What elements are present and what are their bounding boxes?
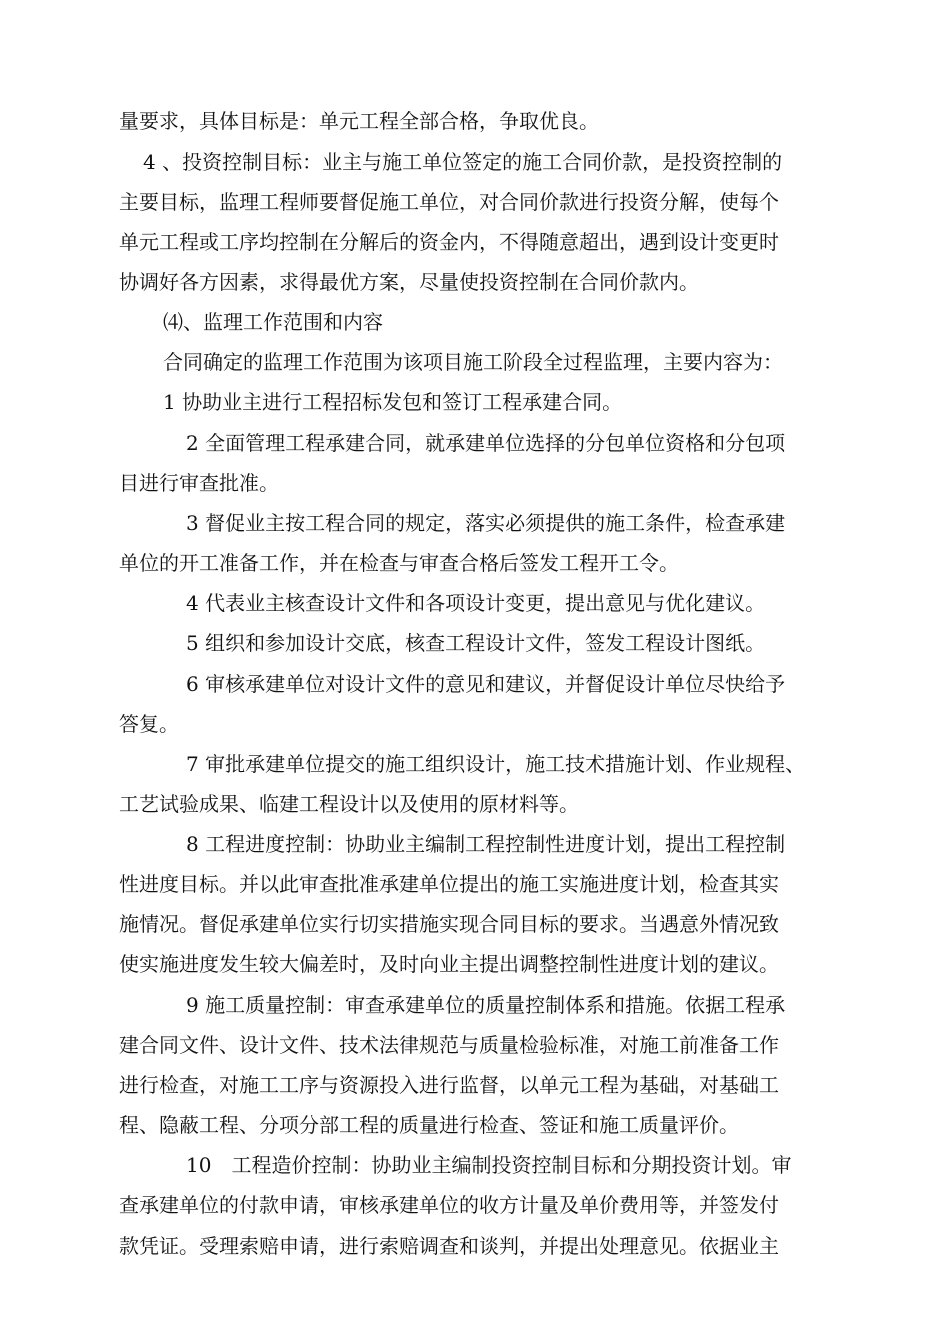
- text-line: 量要求，具体目标是：单元工程全部合格，争取优良。: [119, 109, 599, 133]
- list-item: 7 审批承建单位提交的施工组织设计，施工技术措施计划、作业规程、: [186, 752, 806, 776]
- list-item: 6 审核承建单位对设计文件的意见和建议，并督促设计单位尽快给予: [186, 672, 786, 696]
- list-item: 10 工程造价控制：协助业主编制投资控制目标和分期投资计划。审: [186, 1153, 792, 1177]
- text-line: 性进度目标。并以此审查批准承建单位提出的施工实施进度计划，检查其实: [119, 872, 779, 896]
- text-line: 工艺试验成果、临建工程设计以及使用的原材料等。: [119, 792, 579, 816]
- text-line: 建合同文件、设计文件、技术法律规范与质量检验标准，对施工前准备工作: [119, 1033, 779, 1057]
- text-line: 4 、投资控制目标：业主与施工单位签定的施工合同价款，是投资控制的: [143, 150, 783, 174]
- text-line: 合同确定的监理工作范围为该项目施工阶段全过程监理，主要内容为：: [163, 350, 783, 374]
- text-line: 答复。: [119, 712, 179, 736]
- text-line: 主要目标，监理工程师要督促施工单位，对合同价款进行投资分解，使每个: [119, 190, 779, 214]
- list-item: 3 督促业主按工程合同的规定，落实必须提供的施工条件，检查承建: [186, 511, 786, 535]
- list-item: 8 工程进度控制：协助业主编制工程控制性进度计划，提出工程控制: [186, 832, 786, 856]
- text-line: 款凭证。受理索赔申请，进行索赔调查和谈判，并提出处理意见。依据业主: [119, 1234, 779, 1258]
- list-item: 5 组织和参加设计交底，核查工程设计文件，签发工程设计图纸。: [186, 631, 766, 655]
- text-line: 单位的开工准备工作，并在检查与审查合格后签发工程开工令。: [119, 551, 679, 575]
- text-line: 单元工程或工序均控制在分解后的资金内，不得随意超出，遇到设计变更时: [119, 230, 779, 254]
- list-item: 2 全面管理工程承建合同，就承建单位选择的分包单位资格和分包项: [186, 431, 786, 455]
- text-line: 查承建单位的付款申请，审核承建单位的收方计量及单价费用等，并签发付: [119, 1193, 779, 1217]
- text-line: 使实施进度发生较大偏差时，及时向业主提出调整控制性进度计划的建议。: [119, 952, 779, 976]
- list-item: 4 代表业主核查设计文件和各项设计变更，提出意见与优化建议。: [186, 591, 766, 615]
- section-heading: ⑷、监理工作范围和内容: [163, 310, 383, 334]
- text-line: 目进行审查批准。: [119, 471, 279, 495]
- list-item: 1 协助业主进行工程招标发包和签订工程承建合同。: [163, 390, 623, 414]
- text-line: 施情况。督促承建单位实行切实措施实现合同目标的要求。当遇意外情况致: [119, 912, 779, 936]
- text-line: 进行检查，对施工工序与资源投入进行监督，以单元工程为基础，对基础工: [119, 1073, 779, 1097]
- text-line: 协调好各方因素，求得最优方案，尽量使投资控制在合同价款内。: [119, 270, 699, 294]
- list-item: 9 施工质量控制：审查承建单位的质量控制体系和措施。依据工程承: [186, 993, 786, 1017]
- text-line: 程、隐蔽工程、分项分部工程的质量进行检查、签证和施工质量评价。: [119, 1113, 739, 1137]
